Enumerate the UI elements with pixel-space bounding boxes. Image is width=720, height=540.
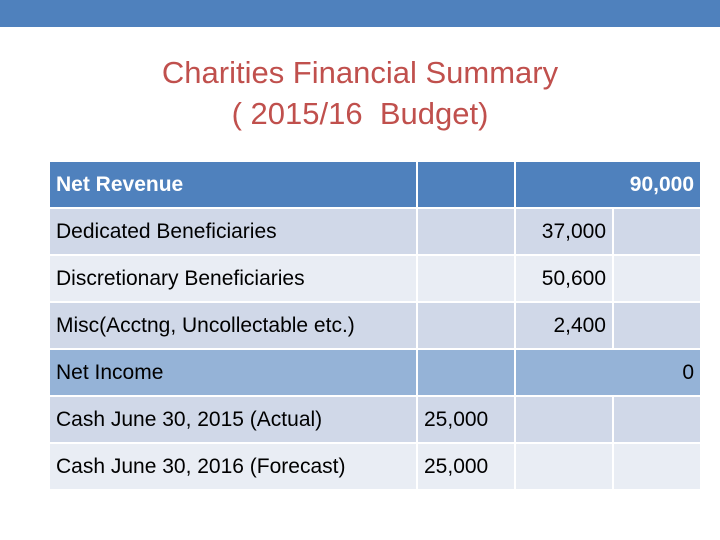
empty-cell xyxy=(418,256,514,301)
table-row-cash-2016 xyxy=(50,444,700,489)
table-row-net-revenue xyxy=(50,162,700,207)
row-label: Dedicated Beneficiaries xyxy=(50,209,416,254)
empty-cell xyxy=(614,303,700,348)
empty-cell xyxy=(614,397,700,442)
row-value: 90,000 xyxy=(516,162,700,207)
row-value: 25,000 xyxy=(418,397,514,442)
table-row-dedicated xyxy=(50,209,700,254)
table-row-net-income xyxy=(50,350,700,395)
empty-cell xyxy=(418,162,514,207)
row-label: Discretionary Beneficiaries xyxy=(50,256,416,301)
empty-cell xyxy=(516,444,612,489)
row-value: 2,400 xyxy=(516,303,612,348)
row-value: 37,000 xyxy=(516,209,612,254)
title-line-2: ( 2015/16 Budget) xyxy=(231,96,489,131)
empty-cell xyxy=(418,209,514,254)
slide-title xyxy=(0,52,720,134)
top-accent-bar xyxy=(0,0,720,27)
row-value: 50,600 xyxy=(516,256,612,301)
empty-cell xyxy=(418,303,514,348)
row-value: 0 xyxy=(516,350,700,395)
row-value: 25,000 xyxy=(418,444,514,489)
empty-cell xyxy=(614,444,700,489)
table-row-discretionary xyxy=(50,256,700,301)
financial-summary-table xyxy=(48,160,702,491)
empty-cell xyxy=(418,350,514,395)
row-label: Cash June 30, 2015 (Actual) xyxy=(50,397,416,442)
table-row-misc xyxy=(50,303,700,348)
empty-cell xyxy=(516,397,612,442)
row-label: Net Revenue xyxy=(50,162,416,207)
empty-cell xyxy=(614,209,700,254)
row-label: Misc(Acctng, Uncollectable etc.) xyxy=(50,303,416,348)
empty-cell xyxy=(614,256,700,301)
row-label: Cash June 30, 2016 (Forecast) xyxy=(50,444,416,489)
table-row-cash-2015 xyxy=(50,397,700,442)
row-label: Net Income xyxy=(50,350,416,395)
title-line-1: Charities Financial Summary xyxy=(161,55,559,90)
